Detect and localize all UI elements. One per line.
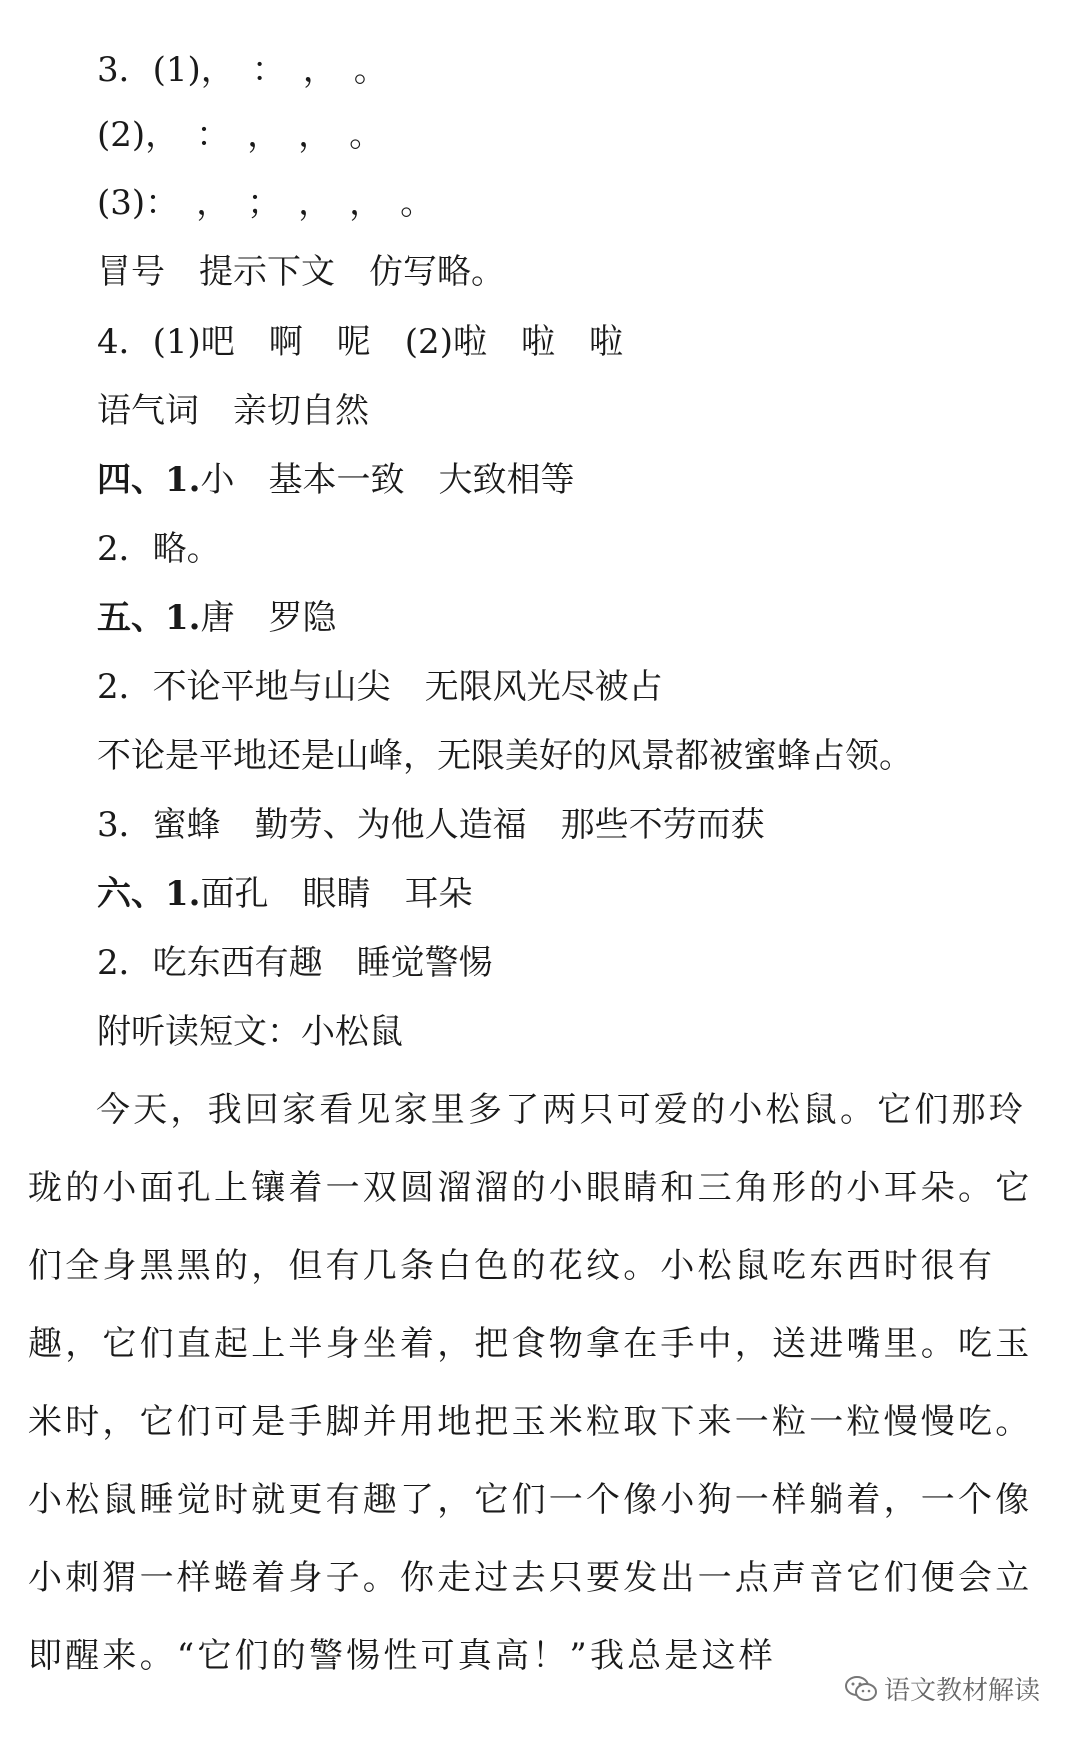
section-label: 五、1.	[97, 598, 201, 638]
watermark-text: 语文教材解读	[883, 1676, 1040, 1706]
answer-line-3-1: 3．(1)， ： ， 。	[97, 50, 388, 90]
answer-line-section-5: 五、1.唐 罗隐	[97, 598, 337, 638]
section-label: 四、1.	[97, 460, 201, 500]
answer-line-section-4: 四、1.小 基本一致 大致相等	[97, 460, 575, 500]
answer-line-4-note: 语气词 亲切自然	[97, 391, 369, 431]
answer-line-5-3: 3．蜜蜂 勤劳、为他人造福 那些不劳而获	[97, 805, 765, 845]
answer-line-3-3: (3)： ， ； ， ， 。	[97, 183, 435, 223]
watermark	[838, 1668, 1046, 1709]
answer-line-4-2: 2．略。	[97, 529, 221, 569]
answer-line-4-1: 4．(1)吧 啊 呢 (2)啦 啦 啦	[97, 322, 623, 362]
passage-heading: 附听读短文：小松鼠	[97, 1012, 403, 1052]
answer-line-5-2: 2．不论平地与山尖 无限风光尽被占	[97, 667, 663, 707]
answer-line-section-6: 六、1.面孔 眼睛 耳朵	[97, 874, 473, 914]
answer-line-5-2-explain: 不论是平地还是山峰，无限美好的风景都被蜜蜂占领。	[97, 736, 913, 776]
section-label: 六、1.	[97, 874, 201, 914]
wechat-icon	[844, 1674, 878, 1704]
answer-line-3-note: 冒号 提示下文 仿写略。	[97, 252, 505, 292]
answer-line-3-2: (2)， ： ， ， 。	[97, 115, 384, 155]
passage-body: 今天，我回家看见家里多了两只可爱的小松鼠。它们那玲珑的小面孔上镶着一双圆溜溜的小眼睛和三角形的小耳朵。它们全身黑黑的，但有几条白色的花纹。小松鼠吃东西时很有趣，它们直起上半身坐着，把食物拿在手中，送进嘴里。吃玉米时，它们可是手脚并用地把玉米粒取下来一粒一粒慢慢吃。小松鼠睡觉时就更有趣了，它们一个像小狗一样躺着，一个像小刺猬一样蜷着身子。你走过去只要发出一点声音它们便会立即醒来。“它们的警惕性可真高！”我总是这样	[28, 1090, 1033, 1676]
answer-line-6-2: 2．吃东西有趣 睡觉警惕	[97, 943, 493, 983]
